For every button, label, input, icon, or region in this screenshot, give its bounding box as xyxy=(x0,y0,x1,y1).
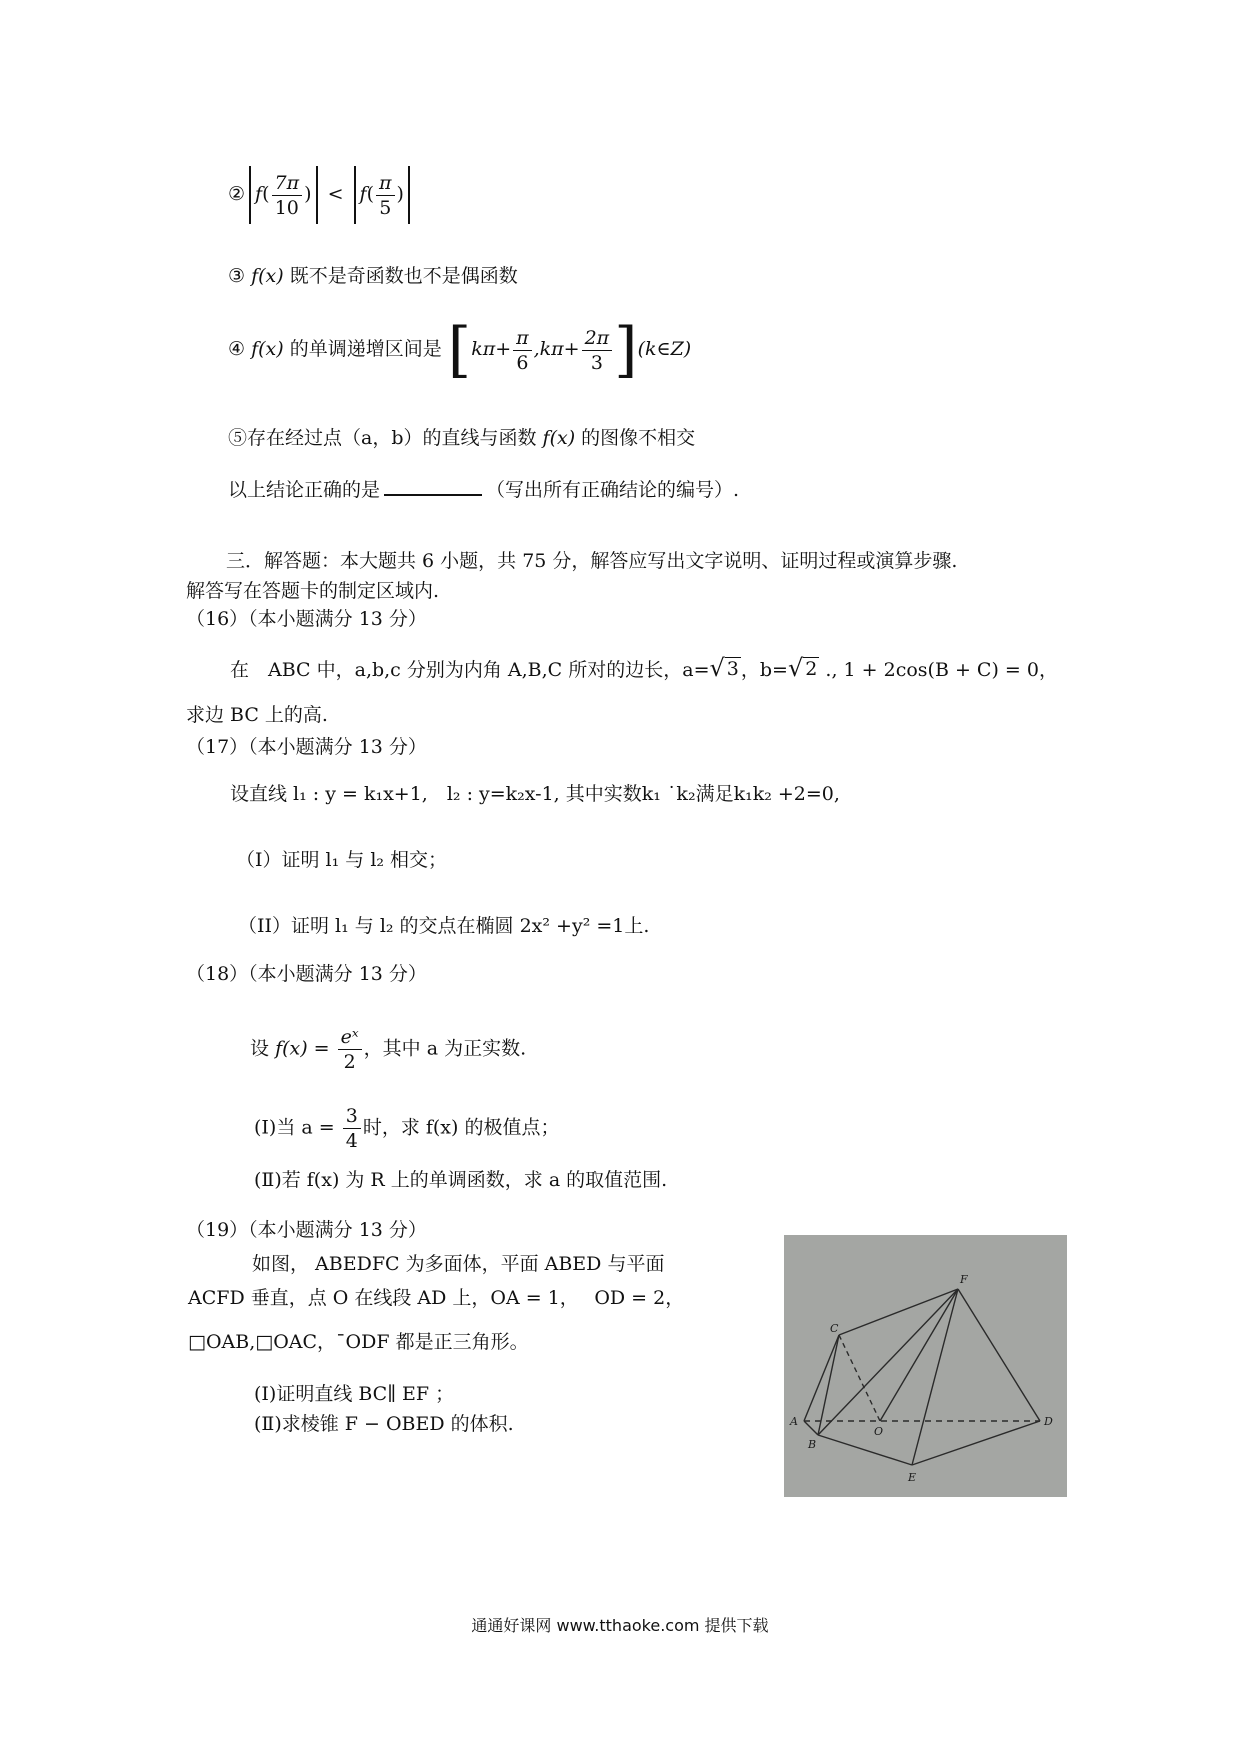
fraction xyxy=(513,326,532,375)
answer-line xyxy=(228,476,739,502)
func-fx: f(x) xyxy=(251,265,284,287)
item-marker: ② xyxy=(228,183,246,205)
item-marker: ④ xyxy=(228,338,246,360)
q16-line2: 求边 BC 上的高. xyxy=(186,704,328,726)
less-than: < xyxy=(327,183,344,205)
numerator: 2π xyxy=(582,326,613,351)
k-pi: kπ+ xyxy=(471,338,512,360)
q17-part2: （II）证明 l₁ 与 l₂ 的交点在椭圆 2x² +y² =1上. xyxy=(238,915,650,937)
item-4 xyxy=(228,315,692,385)
label-o: O xyxy=(874,1425,884,1438)
item-2 xyxy=(228,166,414,224)
edge-fe xyxy=(912,1289,958,1465)
q18-text: 时，求 f(x) 的极值点； xyxy=(362,1116,560,1139)
numerator: 3 xyxy=(343,1104,361,1129)
edge-co-hidden xyxy=(839,1335,880,1421)
q19-line2: ACFD 垂直，点 O 在线段 AD 上，OA = 1， OD = 2， xyxy=(188,1287,685,1309)
func-fx: f(x) = xyxy=(275,1037,330,1060)
radicand: 2 xyxy=(805,658,818,680)
abs-bar xyxy=(354,166,356,224)
fraction xyxy=(376,171,395,220)
q16-text: 在 ABC 中，a,b,c 分别为内角 A,B,C 所对的边长，a= xyxy=(230,659,710,681)
label-a: A xyxy=(790,1415,798,1428)
polyhedron-diagram xyxy=(784,1235,1067,1497)
func-f: f xyxy=(255,183,263,205)
section-3-line1: 三．解答题：本大题共 6 小题，共 75 分，解答应写出文字说明、证明过程或演算步骤. xyxy=(226,550,958,572)
edge-fb xyxy=(818,1289,958,1435)
item-3 xyxy=(228,264,518,288)
answer-blank[interactable] xyxy=(384,476,482,496)
item-marker: ③ xyxy=(228,265,246,287)
item-text: 既不是奇函数也不是偶函数 xyxy=(289,265,518,287)
edge-fc xyxy=(839,1289,958,1335)
sqrt-3: √ 3 xyxy=(709,654,739,682)
q19-part2: (Ⅱ)求棱锥 F − OBED 的体积. xyxy=(254,1413,514,1435)
paren: ) xyxy=(304,183,312,205)
abs-bar xyxy=(249,166,251,224)
answer-suffix: （写出所有正确结论的编号）. xyxy=(486,479,740,501)
q18-part2: (Ⅱ)若 f(x) 为 R 上的单调函数，求 a 的取值范围. xyxy=(254,1169,668,1191)
sqrt-2: √ 2 xyxy=(787,654,818,682)
label-b: B xyxy=(808,1438,817,1451)
q16-text: ., xyxy=(819,659,838,681)
fraction xyxy=(582,326,613,375)
condition: (k∈Z) xyxy=(637,338,692,360)
fraction xyxy=(343,1104,361,1153)
item-5 xyxy=(228,426,695,450)
k-pi-2: ,kπ+ xyxy=(533,338,580,360)
label-c: C xyxy=(830,1322,839,1335)
q16-text: ， xyxy=(1038,659,1058,681)
q18-header: （18）（本小题满分 13 分） xyxy=(186,963,427,985)
q18-text: (Ⅰ)当 a = xyxy=(254,1116,335,1139)
edge-fd xyxy=(958,1289,1040,1421)
fraction xyxy=(272,171,303,220)
radicand: 3 xyxy=(726,658,739,680)
section-3-line2: 解答写在答题卡的制定区域内. xyxy=(186,580,440,602)
edge-ed xyxy=(912,1421,1040,1465)
polyhedron-figure xyxy=(784,1235,1067,1497)
q17-part1: （I）证明 l₁ 与 l₂ 相交； xyxy=(236,849,448,871)
item-text: ⑤存在经过点（a，b）的直线与函数 xyxy=(228,427,537,449)
edge-fo xyxy=(880,1289,958,1421)
denominator: 4 xyxy=(345,1130,358,1152)
denominator: 5 xyxy=(379,196,392,219)
edge-be xyxy=(818,1435,912,1465)
q19-header: （19）（本小题满分 13 分） xyxy=(186,1219,427,1241)
paren: ( xyxy=(262,183,270,205)
item-text: 的图像不相交 xyxy=(581,427,696,449)
numerator: π xyxy=(376,171,395,196)
q16-text: ，b= xyxy=(740,659,788,681)
func-fx: f(x) xyxy=(542,427,576,449)
denominator: 3 xyxy=(590,351,603,374)
label-e: E xyxy=(908,1471,917,1484)
answer-prefix: 以上结论正确的是 xyxy=(228,479,381,501)
q17-header: （17）（本小题满分 13 分） xyxy=(186,736,427,758)
q18-part1 xyxy=(254,1104,559,1153)
fraction xyxy=(338,1025,362,1074)
q19-line1: 如图， ABEDFC 为多面体，平面 ABED 与平面 xyxy=(252,1253,665,1275)
q18-text: ，其中 a 为正实数. xyxy=(363,1037,527,1060)
item-text: 的单调递增区间是 xyxy=(289,338,442,360)
q18-text: 设 xyxy=(250,1037,270,1060)
denominator: 2 xyxy=(343,1051,356,1073)
denominator: 10 xyxy=(274,196,299,219)
q19-line3: □OAB,□OAC，¯ODF 都是正三角形。 xyxy=(188,1331,529,1353)
label-d: D xyxy=(1044,1415,1053,1428)
numerator: eˣ xyxy=(338,1025,362,1050)
numerator: π xyxy=(513,326,532,351)
paren: ( xyxy=(366,183,374,205)
label-f: F xyxy=(960,1273,968,1286)
edge-ca xyxy=(804,1335,839,1421)
numerator: 7π xyxy=(272,171,303,196)
edge-cb xyxy=(818,1335,839,1435)
denominator: 6 xyxy=(516,351,529,374)
page-footer: 通通好课网 www.tthaoke.com 提供下载 xyxy=(471,1616,769,1635)
func-fx: f(x) xyxy=(251,338,284,360)
q16-header: （16）（本小题满分 13 分） xyxy=(186,608,427,630)
q16-formula: 1 + 2cos(B + C) = 0 xyxy=(843,659,1039,681)
q19-part1: (Ⅰ)证明直线 BC∥ EF ； xyxy=(254,1383,455,1405)
q17-line1: 设直线 l₁ : y = k₁x+1, l₂ : y=k₂x-1, 其中实数k₁ ˙k₂满足k₁k₂ +2=0, xyxy=(230,783,840,805)
abs-bar xyxy=(316,166,318,224)
func-f: f xyxy=(359,183,367,205)
abs-bar xyxy=(408,166,410,224)
left-bracket: [ xyxy=(447,315,472,385)
edge-ab xyxy=(804,1421,818,1435)
right-bracket: ] xyxy=(614,315,638,385)
q16-line1 xyxy=(230,656,1058,682)
paren: ) xyxy=(396,183,404,205)
q18-line1 xyxy=(250,1025,526,1074)
